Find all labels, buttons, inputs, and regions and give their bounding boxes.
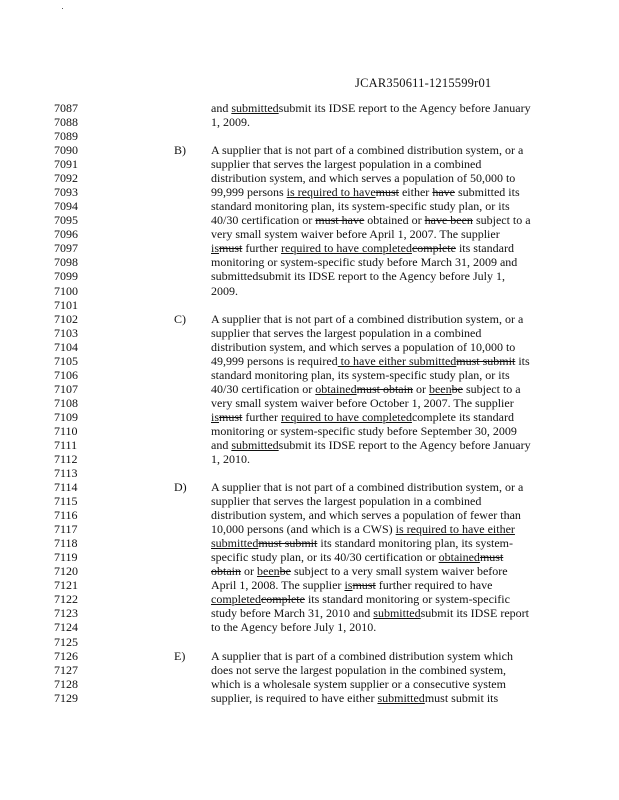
document-line: [0, 312, 619, 326]
line-text: [211, 592, 510, 606]
line-number: 7105: [54, 353, 78, 368]
line-number: 7103: [54, 325, 78, 340]
line-number: 7115: [54, 494, 78, 509]
line-number: 7107: [54, 381, 78, 396]
text-run: and: [211, 437, 232, 452]
inserted-text: completed: [211, 592, 261, 607]
line-number: 7087: [54, 101, 78, 115]
text-run: subject to a: [462, 381, 521, 396]
document-line: [0, 438, 619, 452]
document-line: [0, 143, 619, 157]
text-run: supplier that serves the largest population in a combined: [211, 157, 482, 172]
text-run: standard monitoring plan, its system-specific study plan, or its: [211, 199, 510, 214]
document-line: [0, 550, 619, 564]
line-text: [211, 157, 481, 171]
document-line: [0, 452, 619, 466]
text-run: its standard monitoring or system-specific: [304, 592, 510, 607]
document-line: [0, 635, 619, 649]
line-number: 7104: [54, 339, 78, 354]
line-text: [211, 101, 531, 115]
text-run: 1, 2010.: [211, 452, 250, 466]
text-run: subject to a: [472, 213, 531, 228]
inserted-text: is: [344, 578, 353, 593]
deleted-text: must obtain: [356, 381, 413, 396]
text-run: further: [242, 409, 282, 424]
line-number: 7094: [54, 199, 78, 214]
line-text: [211, 396, 514, 410]
inserted-text: submitted: [377, 690, 425, 705]
line-number: 7111: [54, 437, 78, 452]
line-number: 7114: [54, 480, 78, 495]
inserted-text: is: [211, 409, 220, 424]
line-text: [211, 536, 513, 550]
line-text: [211, 171, 515, 185]
line-number: 7106: [54, 367, 78, 382]
document-header: JCAR350611-1215599r01: [355, 76, 492, 90]
document-line: [0, 578, 619, 592]
text-run: 40/30 certification or: [211, 381, 316, 396]
line-text: [211, 620, 376, 634]
line-number: 7122: [54, 592, 78, 607]
line-number: 7090: [54, 143, 78, 158]
line-text: [211, 438, 531, 452]
document-line: [0, 368, 619, 382]
line-number: 7097: [54, 241, 78, 256]
text-run: A supplier that is not part of a combined distribution system, or a: [211, 480, 524, 495]
text-run: 99,999 persons: [211, 185, 287, 200]
line-number: 7124: [54, 620, 78, 635]
line-text: [211, 606, 529, 620]
deleted-text: be: [279, 564, 291, 579]
line-number: 7102: [54, 311, 78, 326]
text-run: either: [398, 185, 433, 200]
line-number: 7118: [54, 536, 78, 551]
subsection-label: E): [174, 648, 186, 663]
document-line: [0, 326, 619, 340]
deleted-text: have: [432, 185, 455, 200]
line-text: [211, 452, 250, 466]
document-line: [0, 115, 619, 129]
deleted-text: must: [219, 241, 243, 256]
text-run: 10,000 persons (and which is a CWS): [211, 522, 396, 537]
text-run: which is a wholesale system supplier or a consecutive system: [211, 676, 506, 691]
text-run: study before March 31, 2010 and: [211, 606, 374, 621]
document-line: [0, 255, 619, 269]
line-text: [211, 410, 514, 424]
line-number: 7095: [54, 213, 78, 228]
text-run: specific study plan, or its 40/30 certification or: [211, 550, 439, 565]
inserted-text: to have either submitted: [337, 353, 457, 368]
line-number: 7120: [54, 564, 78, 579]
inserted-text: been: [257, 564, 280, 579]
document-line: [0, 410, 619, 424]
line-text: [211, 578, 492, 592]
deleted-text: must: [375, 185, 399, 200]
document-line: [0, 171, 619, 185]
inserted-text: submitted: [373, 606, 421, 621]
text-run: further required to have: [375, 578, 493, 593]
inserted-text: submitted: [211, 536, 259, 551]
line-number: 7113: [54, 466, 78, 481]
text-run: its: [515, 353, 530, 368]
line-number: 7089: [54, 129, 78, 144]
document-line: [0, 508, 619, 522]
document-line: [0, 213, 619, 227]
line-text: [211, 522, 515, 536]
deleted-text: have been: [424, 213, 473, 228]
text-run: very small system waiver before October 1, 2007. The supplier: [211, 395, 514, 410]
text-run: submit its IDSE report: [420, 606, 529, 621]
text-run: further: [242, 241, 282, 256]
document-line: [0, 522, 619, 536]
document-line: [0, 396, 619, 410]
text-run: monitoring or system-specific study before March 31, 2009 and: [211, 255, 518, 270]
text-run: submit its IDSE report to the Agency before January: [278, 437, 531, 452]
document-line: [0, 466, 619, 480]
line-text: [211, 494, 481, 508]
line-number: 7127: [54, 662, 78, 677]
text-run: very small system waiver before April 1, 2007. The supplier: [211, 227, 500, 242]
deleted-text: be: [451, 381, 463, 396]
text-run: monitoring or system-specific study before September 30, 2009: [211, 423, 517, 438]
document-line: [0, 382, 619, 396]
line-text: [211, 115, 250, 129]
line-number: 7100: [54, 283, 78, 298]
line-number: 7108: [54, 395, 78, 410]
inserted-text: been: [428, 381, 452, 396]
line-text: [211, 213, 531, 227]
line-text: [211, 241, 514, 255]
inserted-text: required to have completed: [281, 241, 412, 256]
deleted-text: complete: [260, 592, 305, 607]
deleted-text: complete: [411, 241, 456, 256]
document-line: [0, 536, 619, 550]
deleted-text: must: [219, 409, 243, 424]
line-text: [211, 649, 513, 663]
line-number: 7119: [54, 550, 78, 565]
line-text: [211, 550, 503, 564]
text-run: supplier, is required to have either: [211, 690, 378, 705]
text-run: A supplier that is not part of a combined distribution system, or a: [211, 311, 524, 326]
deleted-text: must submit: [456, 353, 516, 368]
text-run: subject to a very small system waiver before: [290, 564, 508, 579]
line-text: [211, 382, 521, 396]
text-run: distribution system, and which serves a population of fewer than: [211, 508, 521, 523]
line-text: [211, 269, 505, 283]
document-line: [0, 606, 619, 620]
line-text: [211, 326, 481, 340]
line-text: [211, 354, 530, 368]
line-number: 7116: [54, 508, 78, 523]
inserted-text: is: [211, 241, 220, 256]
deleted-text: must: [479, 550, 504, 565]
text-run: submittedsubmit its IDSE report to the Agency before July 1,: [211, 269, 505, 284]
line-text: [211, 284, 238, 298]
line-text: [211, 227, 500, 241]
line-number: 7099: [54, 269, 78, 284]
text-run: standard monitoring plan, its system-specific study plan, or its: [211, 367, 510, 382]
inserted-text: obtained: [315, 381, 357, 396]
line-text: [211, 368, 510, 382]
inserted-text: obtained: [438, 550, 480, 565]
text-run: submit its IDSE report to the Agency before January: [278, 101, 531, 115]
line-text: [211, 424, 517, 438]
document-line: [0, 592, 619, 606]
document-line: [0, 227, 619, 241]
document-line: [0, 129, 619, 143]
subsection-label: B): [174, 143, 186, 158]
document-line: [0, 199, 619, 213]
line-text: [211, 480, 523, 494]
document-line: [0, 157, 619, 171]
document-line: [0, 424, 619, 438]
text-run: obtained or: [364, 213, 425, 228]
text-run: does not serve the largest population in the combined system,: [211, 662, 507, 677]
line-number: 7092: [54, 171, 78, 186]
line-text: [211, 185, 520, 199]
text-run: 40/30 certification or: [211, 213, 316, 228]
line-number: 7123: [54, 606, 78, 621]
line-number: 7088: [54, 115, 78, 130]
document-line: [0, 101, 619, 115]
subsection-label: C): [174, 311, 186, 326]
deleted-text: must: [352, 578, 376, 593]
text-run: 49,999 persons is required: [211, 353, 338, 368]
line-text: [211, 663, 506, 677]
text-run: complete its standard: [411, 409, 514, 424]
inserted-text: required to have completed: [281, 409, 412, 424]
line-number: 7125: [54, 634, 78, 649]
line-text: [211, 199, 510, 213]
text-run: distribution system, and which serves a population of 10,000 to: [211, 339, 516, 354]
document-line: [0, 564, 619, 578]
scan-speck: [62, 8, 63, 9]
document-line: [0, 480, 619, 494]
document-line: [0, 185, 619, 199]
text-run: and: [211, 101, 232, 115]
line-text: [211, 691, 498, 705]
document-line: [0, 354, 619, 368]
line-number: 7110: [54, 423, 78, 438]
text-run: 1, 2009.: [211, 115, 250, 130]
inserted-text: submitted: [231, 437, 279, 452]
document-line: [0, 494, 619, 508]
line-number: 7129: [54, 690, 78, 705]
text-run: to the Agency before July 1, 2010.: [211, 620, 377, 635]
text-run: 2009.: [211, 283, 238, 298]
text-run: supplier that serves the largest population in a combined: [211, 494, 482, 509]
document-line: [0, 298, 619, 312]
document-line: [0, 241, 619, 255]
line-text: [211, 340, 515, 354]
document-line: [0, 284, 619, 298]
line-number: 7096: [54, 227, 78, 242]
text-run: must submit its: [424, 690, 499, 705]
text-run: or: [412, 381, 429, 396]
line-number: 7121: [54, 578, 78, 593]
line-text: [211, 312, 523, 326]
document-line: [0, 649, 619, 663]
document-line: [0, 620, 619, 634]
line-number: 7128: [54, 676, 78, 691]
deleted-text: must submit: [258, 536, 318, 551]
text-run: distribution system, and which serves a population of 50,000 to: [211, 171, 516, 186]
line-number: 7101: [54, 297, 78, 312]
line-number: 7112: [54, 452, 78, 466]
line-text: [211, 508, 521, 522]
inserted-text: is required to have: [286, 185, 376, 200]
text-run: its standard: [455, 241, 514, 256]
inserted-text: is required to have either: [395, 522, 515, 537]
document-line: [0, 677, 619, 691]
document-line: [0, 663, 619, 677]
line-number: 7093: [54, 185, 78, 200]
line-number: 7117: [54, 522, 78, 537]
deleted-text: must have: [315, 213, 365, 228]
line-text: [211, 143, 523, 157]
document-line: [0, 340, 619, 354]
text-run: supplier that serves the largest population in a combined: [211, 325, 482, 340]
line-number: 7126: [54, 648, 78, 663]
subsection-label: D): [174, 480, 187, 495]
line-number: 7091: [54, 157, 78, 172]
line-text: [211, 677, 506, 691]
line-text: [211, 255, 517, 269]
text-run: or: [241, 564, 257, 579]
text-run: April 1, 2008. The supplier: [211, 578, 345, 593]
document-line: [0, 269, 619, 283]
inserted-text: submitted: [231, 101, 279, 115]
text-run: its standard monitoring plan, its system-: [317, 536, 514, 551]
text-run: A supplier that is part of a combined distribution system which: [211, 648, 513, 663]
line-number: 7109: [54, 409, 78, 424]
document-line: [0, 691, 619, 705]
deleted-text: obtain: [211, 564, 241, 579]
line-number: 7098: [54, 255, 78, 270]
text-run: submitted its: [454, 185, 520, 200]
text-run: A supplier that is not part of a combined distribution system, or a: [211, 143, 524, 158]
line-text: [211, 564, 508, 578]
